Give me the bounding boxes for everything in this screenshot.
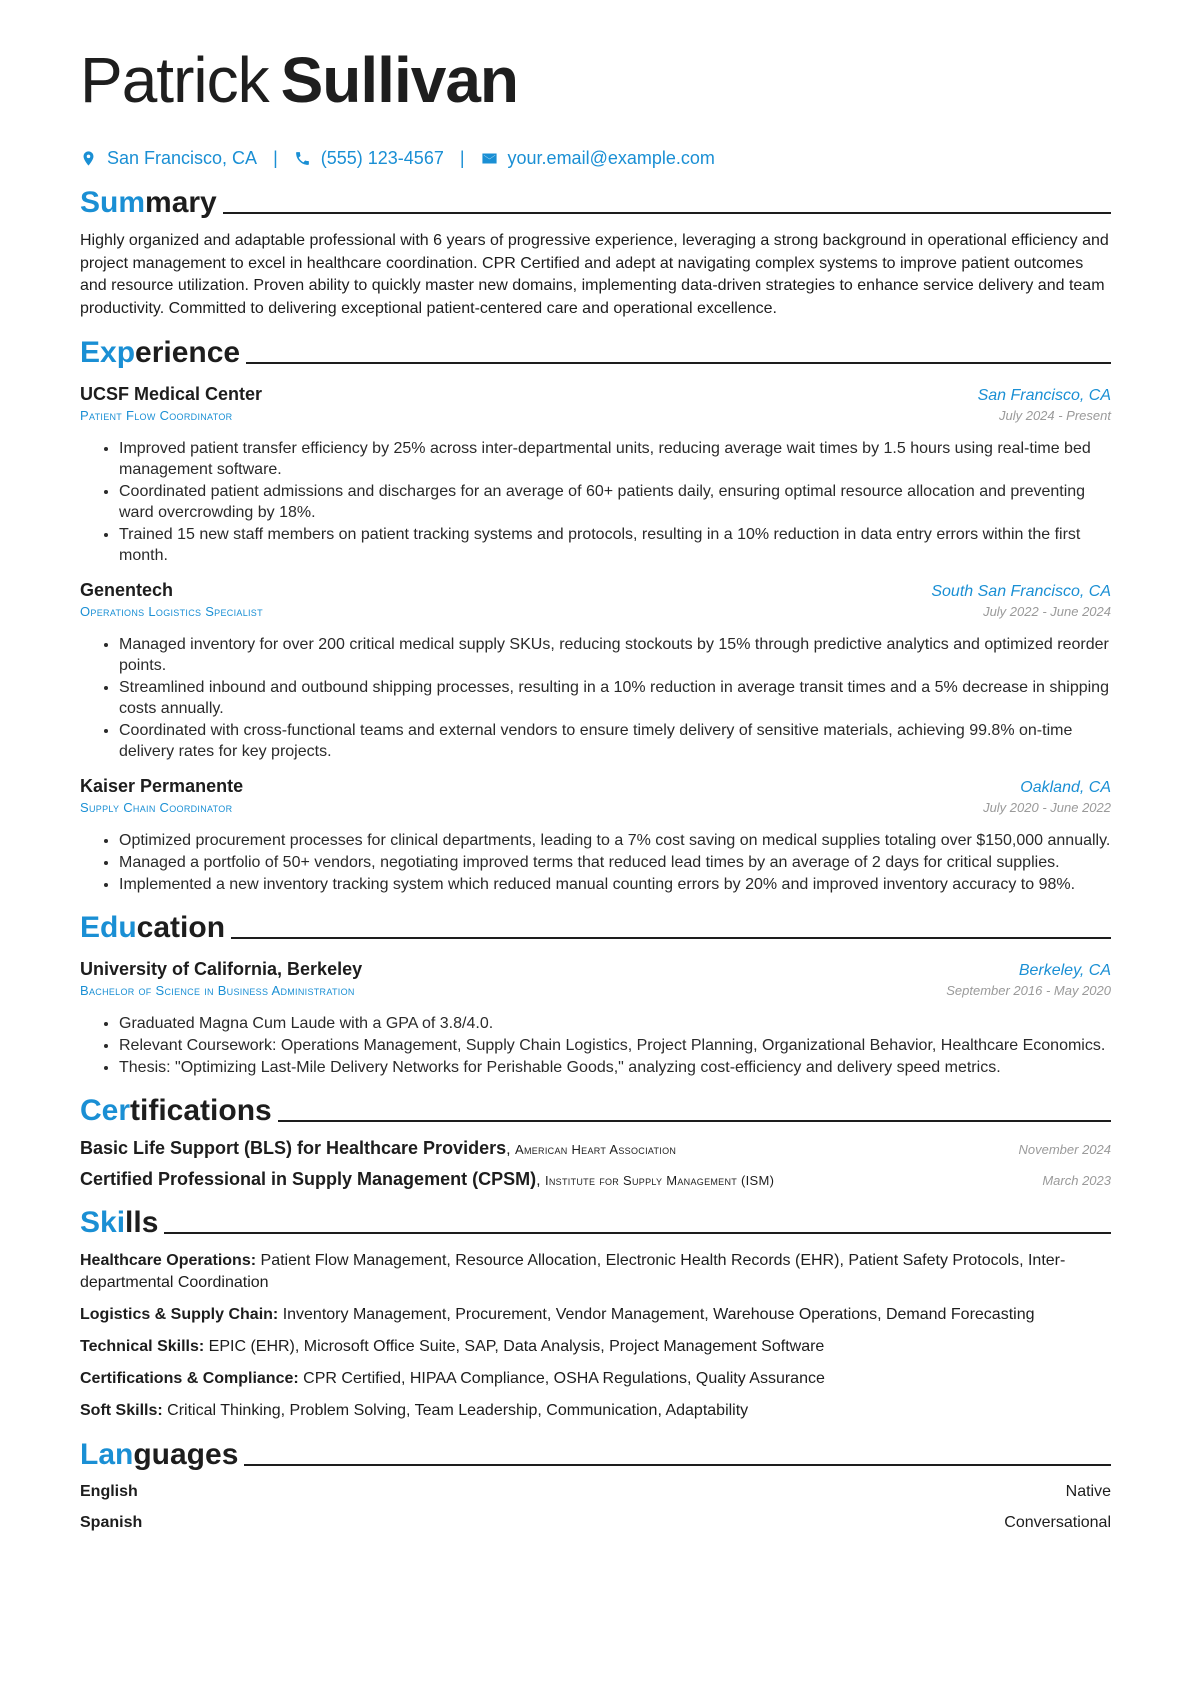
language-level: Native <box>1065 1483 1111 1500</box>
contact-separator: | <box>273 147 278 168</box>
employer-name: UCSF Medical Center <box>80 384 263 404</box>
skill-group-values: CPR Certified, HIPAA Compliance, OSHA Regulations, Quality Assurance <box>303 1370 825 1387</box>
employer-location: South San Francisco, CA <box>931 583 1111 600</box>
contact-bar <box>80 146 1111 170</box>
education-section <box>80 907 1111 1078</box>
first-name: Patrick <box>80 44 269 116</box>
envelope-icon <box>481 150 498 167</box>
section-rule <box>244 1464 1111 1466</box>
degree-title: Bachelor of Science in Business Administration <box>80 983 355 998</box>
certifications-section <box>80 1090 1111 1190</box>
language-name: English <box>80 1483 138 1500</box>
contact-separator: | <box>459 147 465 168</box>
achievement-list <box>80 438 1111 566</box>
job-dates: July 2022 - June 2024 <box>983 604 1111 619</box>
section-header <box>80 182 1111 220</box>
certification-issuer: Institute for Supply Management (ISM) <box>544 1173 775 1188</box>
skill-group <box>80 1368 1111 1390</box>
employer-location: Oakland, CA <box>1020 779 1111 796</box>
certification-name: Certified Professional in Supply Management (CPSM) <box>80 1169 537 1189</box>
skill-group-label: Technical Skills: <box>80 1338 205 1355</box>
skill-group-values: Critical Thinking, Problem Solving, Team Leadership, Communication, Adaptability <box>167 1402 749 1419</box>
education-detail-item: • Graduated Magna Cum Laude with a GPA of 3.8/4.0. <box>119 1013 1111 1034</box>
summary-section <box>80 182 1111 320</box>
job-title: Operations Logistics Specialist <box>80 604 263 619</box>
section-title: Languages <box>80 1438 239 1471</box>
contact-phone[interactable] <box>294 148 444 169</box>
section-header <box>80 1090 1111 1128</box>
language-item <box>80 1481 1111 1503</box>
achievement-item: • Managed a portfolio of 50+ vendors, negotiating improved terms that reduced lead times by an average of 2 days for critical supplies. <box>119 852 1111 873</box>
skill-group-values: Patient Flow Management, Resource Allocation, Electronic Health Records (EHR), Patient Safety Protocols, Inter-departmental Coordination <box>80 1252 1066 1291</box>
section-rule <box>278 1120 1111 1122</box>
language-item <box>80 1512 1111 1534</box>
section-title: Education <box>80 911 226 944</box>
school-location: Berkeley, CA <box>1018 962 1111 979</box>
achievement-item: • Optimized procurement processes for clinical departments, leading to a 7% cost saving on medical supplies totaling over $150,000 annually. <box>119 830 1111 851</box>
employer-location: San Francisco, CA <box>977 387 1111 404</box>
achievement-item: • Trained 15 new staff members on patient tracking systems and protocols, resulting in a 10% reduction in data entry errors within the first month. <box>119 524 1111 566</box>
section-header <box>80 1202 1111 1240</box>
section-title: Certifications <box>80 1094 272 1127</box>
certification-date: November 2024 <box>1018 1142 1111 1157</box>
languages-section <box>80 1434 1111 1534</box>
skill-group-values: Inventory Management, Procurement, Vendor Management, Warehouse Operations, Demand Forecasting <box>282 1306 1035 1323</box>
experience-entry <box>80 774 1111 895</box>
job-title: Supply Chain Coordinator <box>80 800 233 815</box>
map-pin-icon <box>80 150 97 167</box>
education-entry <box>80 957 1111 1078</box>
last-name: Sullivan <box>280 44 518 116</box>
skill-group-label: Healthcare Operations: <box>80 1252 257 1269</box>
achievement-item: • Implemented a new inventory tracking system which reduced manual counting errors by 20% and improved inventory accuracy to 98%. <box>119 874 1111 895</box>
experience-entry <box>80 578 1111 762</box>
phone-icon <box>294 150 311 167</box>
job-title: Patient Flow Coordinator <box>80 408 233 423</box>
skill-group-values: EPIC (EHR), Microsoft Office Suite, SAP, Data Analysis, Project Management Software <box>208 1338 825 1355</box>
section-rule <box>223 212 1111 214</box>
location-text: San Francisco, CA <box>107 147 258 168</box>
job-dates: July 2024 - Present <box>998 408 1111 423</box>
section-title: Summary <box>80 186 217 219</box>
education-details-list <box>80 1013 1111 1078</box>
school-name: University of California, Berkeley <box>80 959 363 979</box>
section-rule <box>231 937 1111 939</box>
employer-name: Kaiser Permanente <box>80 776 244 796</box>
section-rule <box>246 362 1111 364</box>
experience-section <box>80 332 1111 895</box>
section-rule <box>164 1232 1111 1234</box>
education-detail-item: • Thesis: "Optimizing Last-Mile Delivery Networks for Perishable Goods," analyzing cost-efficiency and delivery speed metrics. <box>119 1057 1111 1078</box>
certification-item: Basic Life Support (BLS) for Healthcare Providers, American Heart Association November 2024 <box>80 1138 1111 1158</box>
summary-text: Highly organized and adaptable professional with 6 years of progressive experience, leveraging a strong background in operational efficiency and project management to excel in healthcare coordination. CPR Certified and adept at navigating complex systems to improve patient outcomes and resource utilization. Proven ability to quickly master new domains, implementing data-driven strategies to enhance service delivery and team productivity. Committed to delivering exceptional patient-centered care and operational excellence. <box>80 232 1109 317</box>
certification-name: Basic Life Support (BLS) for Healthcare Providers <box>80 1138 507 1158</box>
degree-dates: September 2016 - May 2020 <box>946 983 1111 998</box>
skill-group <box>80 1250 1111 1294</box>
language-level: Conversational <box>1004 1514 1111 1531</box>
employer-name: Genentech <box>80 580 174 600</box>
section-title: Experience <box>80 336 241 369</box>
skill-group <box>80 1304 1111 1326</box>
certification-issuer: American Heart Association <box>514 1142 677 1157</box>
phone-text: (555) 123-4567 <box>320 147 444 168</box>
achievement-item: • Improved patient transfer efficiency by 25% across inter-departmental units, reducing average wait times by 1.5 hours using real-time bed management software. <box>119 438 1111 480</box>
achievement-list <box>80 634 1111 762</box>
language-name: Spanish <box>80 1514 143 1531</box>
achievement-list <box>80 830 1111 895</box>
skill-group-label: Logistics & Supply Chain: <box>80 1306 279 1323</box>
email-text: your.email@example.com <box>507 147 715 168</box>
achievement-item: • Coordinated with cross-functional teams and external vendors to ensure timely delivery of sensitive materials, achieving 99.8% on-time delivery rates for key projects. <box>119 720 1111 762</box>
job-dates: July 2020 - June 2022 <box>983 800 1111 815</box>
section-title: Skills <box>80 1206 159 1239</box>
skill-group <box>80 1400 1111 1422</box>
contact-location <box>80 148 257 169</box>
skill-group <box>80 1336 1111 1358</box>
achievement-item: • Managed inventory for over 200 critical medical supply SKUs, reducing stockouts by 15% through predictive analytics and optimized reorder points. <box>119 634 1111 676</box>
skill-group-label: Soft Skills: <box>80 1402 163 1419</box>
achievement-item: • Coordinated patient admissions and discharges for an average of 60+ patients daily, ensuring optimal resource allocation and preventing ward overcrowding by 18%. <box>119 481 1111 523</box>
section-header <box>80 1434 1111 1472</box>
certification-date: March 2023 <box>1042 1173 1111 1188</box>
experience-entry <box>80 382 1111 566</box>
certification-item: Certified Professional in Supply Management (CPSM), Institute for Supply Management (ISM) March 2023 <box>80 1169 1111 1189</box>
skill-group-label: Certifications & Compliance: <box>80 1370 299 1387</box>
section-header <box>80 907 1111 945</box>
candidate-name <box>80 40 1111 120</box>
education-detail-item: • Relevant Coursework: Operations Management, Supply Chain Logistics, Project Planning, Organizational Behavior, Healthcare Economics. <box>119 1035 1111 1056</box>
contact-email[interactable] <box>481 148 715 169</box>
skills-section <box>80 1202 1111 1422</box>
section-header <box>80 332 1111 370</box>
achievement-item: • Streamlined inbound and outbound shipping processes, resulting in a 10% reduction in average transit times and a 5% decrease in shipping costs annually. <box>119 677 1111 719</box>
